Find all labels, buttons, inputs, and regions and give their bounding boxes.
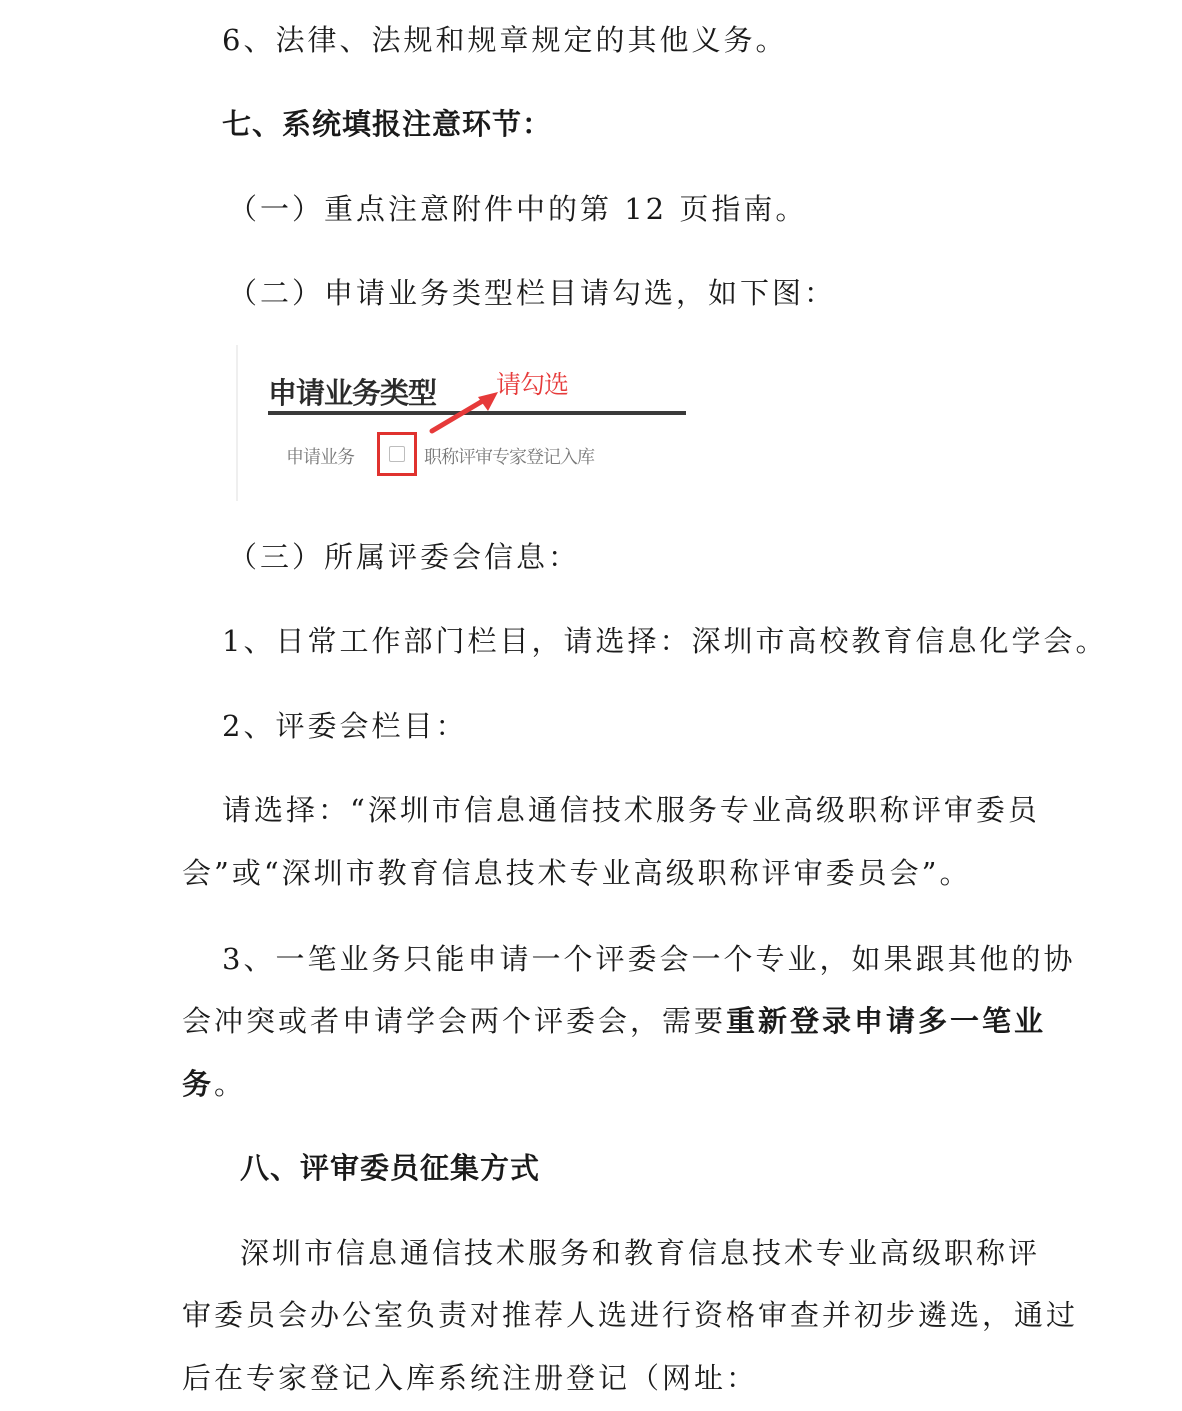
figure-annotation: 请勾选 — [496, 370, 569, 399]
annotation-arrow-icon — [428, 389, 508, 439]
section-8-heading: 八、评审委员征集方式 — [240, 1151, 541, 1185]
committee-item-3-line-3 — [182, 1064, 246, 1104]
committee-item-3-text: 会冲突或者申请学会两个评委会，需要 — [182, 1004, 727, 1038]
figure-title: 申请业务类型 — [268, 376, 437, 410]
recruitment-paragraph-line-2: 审委员会办公室负责对推荐人选进行资格审查并初步遴选，通过 — [182, 1298, 1079, 1332]
note-item-2: （二）申请业务类型栏目请勾选，如下图： — [228, 276, 837, 310]
recruitment-paragraph-line-3: 后在专家登记入库系统注册登记（网址： — [182, 1361, 759, 1395]
relogin-emphasis-end: 务 — [182, 1067, 215, 1101]
relogin-emphasis: 重新登录申请多一笔业 — [726, 1004, 1047, 1038]
note-item-3: （三）所属评委会信息： — [228, 540, 581, 574]
business-type-checkbox[interactable] — [389, 446, 405, 462]
note-item-1: （一）重点注意附件中的第 12 页指南。 — [228, 192, 808, 226]
committee-choice-line-2: 会”或“深圳市教育信息技术专业高级职称评审委员会”。 — [182, 856, 972, 890]
sentence-end: 。 — [214, 1067, 247, 1101]
committee-choice-line-1: 请选择：“深圳市信息通信技术服务专业高级职称评审委员 — [222, 793, 1040, 827]
committee-item-2: 2、评委会栏目： — [222, 709, 468, 743]
committee-item-1: 1、日常工作部门栏目，请选择：深圳市高校教育信息化学会。 — [222, 624, 1108, 658]
figure-option-label: 职称评审专家登记入库 — [424, 447, 594, 468]
committee-item-3-line-1: 3、一笔业务只能申请一个评委会一个专业，如果跟其他的协 — [222, 942, 1076, 976]
section-7-heading: 七、系统填报注意环节： — [222, 107, 553, 141]
obligation-item-6: 6、法律、法规和规章规定的其他义务。 — [222, 23, 788, 57]
recruitment-paragraph-line-1: 深圳市信息通信技术服务和教育信息技术专业高级职称评 — [240, 1236, 1041, 1270]
committee-item-3-line-2 — [182, 1001, 1046, 1041]
application-type-screenshot — [236, 345, 698, 501]
figure-field-label: 申请业务 — [286, 447, 354, 468]
